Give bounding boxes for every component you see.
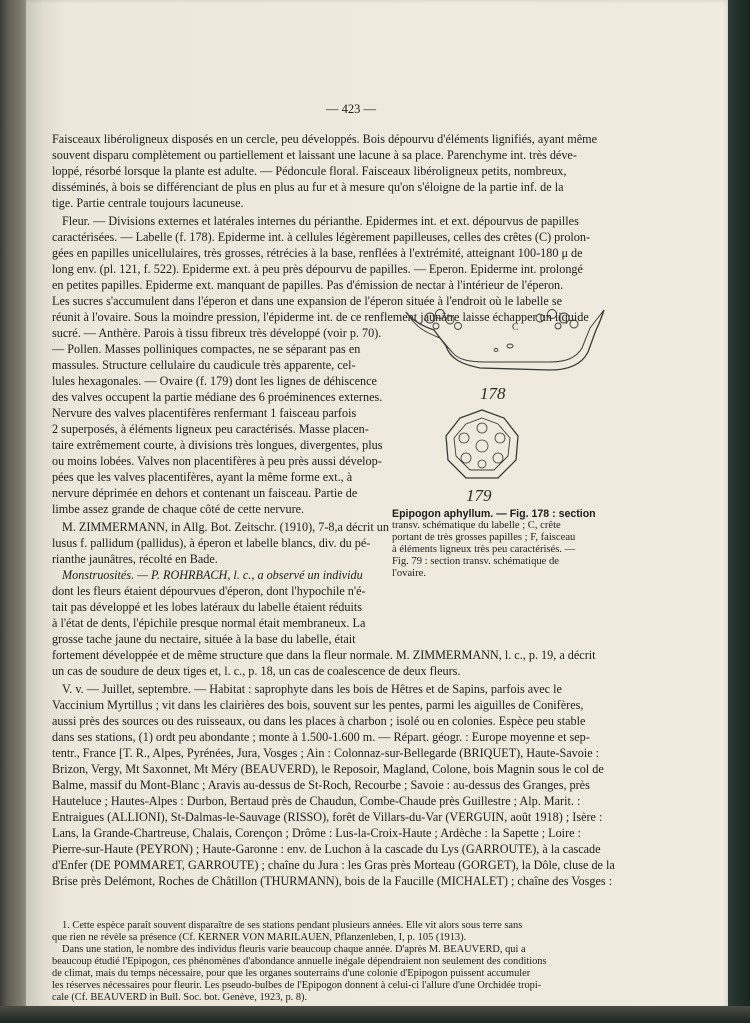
figure-179-number: 179 bbox=[466, 486, 492, 505]
text-line: souvent disparu complètement ou partiellement et laissant une lacune à sa place. Parenchyme int. très déve- bbox=[52, 148, 577, 162]
text-line: Faisceaux libéroligneux disposés en un cercle, peu développés. Bois dépourvu d'éléments lignifiés, ayant même bbox=[52, 132, 598, 146]
text-line: à l'état de dents, l'épichile presque normal était membraneux. La bbox=[52, 616, 366, 630]
text-line: Fleur. — Divisions externes et latérales internes du périanthe. Epidermes int. et ext. dépourvus de papilles bbox=[62, 214, 579, 228]
text-line: Lans, la Grande-Chartreuse, Chalais, Corençon ; Drôme : Lus-la-Croix-Haute ; Ardèche : la Sapette ; Loire : bbox=[52, 826, 581, 840]
footnote-line: Dans une station, le nombre des individus fleuris varie beaucoup chaque année. D'après M. BEAUVERD, qui a bbox=[62, 944, 526, 955]
text-line: nervure déprimée en dehors et contenant un faisceau. Partie de bbox=[52, 486, 358, 500]
figure-178-crest-label: C bbox=[512, 322, 519, 333]
footnote-line: les réserves nécessaires pour fleurir. Les pseudo-bulbes de l'Epipogon donnent à celui-ci l'allure d'une Orchidée tropi- bbox=[52, 980, 542, 991]
figure-178-labelle-section bbox=[400, 300, 605, 390]
figure-caption-line: à éléments ligneux très peu caractérisés. — bbox=[392, 544, 576, 555]
text-line: limbe assez grande de chaque côté de cette nervure. bbox=[52, 502, 305, 516]
book-cover-edge-bottom bbox=[0, 1006, 750, 1023]
text-line: des valves occupent la partie médiane des 6 proéminences externes. bbox=[52, 390, 383, 404]
text-line: pées que les valves placentifères, ayant la même forme ext., à bbox=[52, 470, 353, 484]
text-line: long env. (pl. 121, f. 522). Epiderme ext. à peu près dépourvu de papilles. — Eperon. Epiderme int. prolongé bbox=[52, 262, 583, 276]
text-line: tentr., France [T. R., Alpes, Pyrénées, Jura, Vosges ; Ain : Colonnaz-sur-Bellegarde (BRIQUET), Haute-Savoie : bbox=[52, 746, 600, 760]
footnote-line: cale (Cf. BEAUVERD in Bull. Soc. bot. Genève, 1923, p. 8). bbox=[52, 992, 308, 1003]
text-line: Pierre-sur-Haute (PEYRON) ; Haute-Garonne : env. de Luchon à la cascade du Lys (GARROUTE), à la cascade bbox=[52, 842, 601, 856]
text-line: Entraigues (ALLIONI), St-Dalmas-le-Sauvage (RISSO), forêt de Villars-du-Var (VERGUIN, août 1918) ; Isère : bbox=[52, 810, 603, 824]
text-line: — Pollen. Masses polliniques compactes, ne se séparant pas en bbox=[52, 342, 361, 356]
text-line: sucré. — Anthère. Parois à tissu fibreux très développé (voir p. 70). bbox=[52, 326, 382, 340]
text-line: ou moins lobées. Valves non placentifères à peu près aussi dévelop- bbox=[52, 454, 382, 468]
text-line: lusus f. pallidum (pallidus), à éperon et labelle blancs, div. du pé- bbox=[52, 536, 371, 550]
text-line: tige. Partie centrale toujours lacuneuse. bbox=[52, 196, 244, 210]
text-line: aussi près des sources ou des ruisseaux, ou dans les places à charbon ; isolé ou en colonies. Espèce peu stable bbox=[52, 714, 586, 728]
text-line: grosse tache jaune du nectaire, située à la base du labelle, était bbox=[52, 632, 356, 646]
figure-caption-line: l'ovaire. bbox=[392, 568, 426, 579]
figure-caption-line: Fig. 79 : section transv. schématique de bbox=[392, 556, 560, 567]
text-line: Brizon, Vergy, Mt Saxonnet, Mt Méry (BEAUVERD), le Reposoir, Magland, Colone, bois Magnin sous le col de bbox=[52, 762, 604, 776]
footnote-line: beaucoup étudié l'Epipogon, ces phénomènes d'abondance annuelle inégale dépendraient non seulement des conditions bbox=[52, 956, 547, 967]
figure-179-ovary-section bbox=[432, 406, 532, 486]
text-line: 2 superposés, à éléments ligneux peu caractérisés. Masse placen- bbox=[52, 422, 369, 436]
text-line: Balme, massif du Mont-Blanc ; Aravis au-dessus de St-Roch, Recourbe ; Savoie : au-dessus des Granges, près bbox=[52, 778, 590, 792]
text-line: loppé, résorbé lorsque la plante est adulte. — Pédoncule floral. Faisceaux libéroligneux petits, nombreux, bbox=[52, 164, 567, 178]
text-line: massules. Structure cellulaire du caudicule très apparente, cel- bbox=[52, 358, 356, 372]
text-line: Hauteluce ; Hautes-Alpes : Durbon, Bertaud près de Chaudun, Combe-Chaude près Guillestre ; Alp. Marit. : bbox=[52, 794, 581, 808]
text-line: Les sucres s'accumulent dans l'éperon et dans une expansion de l'éperon située à l'endroit où le labelle se bbox=[52, 294, 562, 308]
text-line: Monstruosités. — P. ROHRBACH, l. c., a observé un individu bbox=[62, 568, 363, 582]
text-line: un cas de soudure de deux tiges et, l. c., p. 18, un cas de coalescence de deux fleurs. bbox=[52, 664, 461, 678]
text-line: taire extrêmement courte, à divisions très longues, divergentes, plus bbox=[52, 438, 383, 452]
footnote-line: que rien ne révèle sa présence (Cf. KERNER VON MARILAUEN, Pflanzenleben, I, p. 105 (1913). bbox=[52, 932, 467, 943]
figure-178-number: 178 bbox=[480, 384, 506, 403]
text-line: gées en papilles unicellulaires, très grosses, rétrécies à la base, renflées à l'extrémité, atteignant 100-180 μ de bbox=[52, 246, 583, 260]
text-line: en petites papilles. Epiderme ext. manquant de papilles. Pas d'émission de nectar à l'intérieur de l'éperon. bbox=[52, 278, 564, 292]
footnote-line: de climat, mais du temps nécessaire, pour que les organes souterrains d'une colonie d'Epipogon puissent accumuler bbox=[52, 968, 531, 979]
text-line: réunit à l'ovaire. Sous la moindre pression, l'épiderme int. de ce renflement jaunâtre laisse échapper un liquide bbox=[52, 310, 589, 324]
figure-caption-line: portant de très grosses papilles ; F, faisceau bbox=[392, 532, 576, 543]
figure-caption-line: Epipogon aphyllum. — Fig. 178 : section bbox=[392, 508, 596, 520]
text-line: dont les fleurs étaient dépourvues d'éperon, dont l'hypochile n'é- bbox=[52, 584, 366, 598]
text-line: Vaccinium Myrtillus ; vit dans les clairières des bois, souvent sur les pentes, parmi les aiguilles de Conifères, bbox=[52, 698, 584, 712]
text-line: dans ses stations, (1) ordt peu abondante ; monte à 1.500-1.600 m. — Répart. géogr. : Europe moyenne et sep- bbox=[52, 730, 590, 744]
text-line: disséminés, à bois se différenciant de plus en plus au fur et à mesure qu'on s'éloigne de la partie inf. de la bbox=[52, 180, 564, 194]
footnote-line: 1. Cette espèce paraît souvent disparaître de ses stations pendant plusieurs années. Elle vit alors sous terre sans bbox=[62, 920, 523, 931]
figure-caption-line: transv. schématique du labelle ; C, crête bbox=[392, 520, 561, 531]
text-line: fortement développée et de même structure que dans la fleur normale. M. ZIMMERMANN, l. c., p. 19, a décrit bbox=[52, 648, 596, 662]
text-line: tait pas développé et les lobes latéraux du labelle étaient réduits bbox=[52, 600, 362, 614]
text-line: d'Enfer (DE POMMARET, GARROUTE) ; chaîne du Jura : les Gras près Morteau (GORGET), la Dôle, cluse de la bbox=[52, 858, 615, 872]
book-cover-edge-right bbox=[728, 0, 750, 1023]
text-line: caractérisées. — Labelle (f. 178). Epiderme int. à cellules légèrement papilleuses, celles des crêtes (C) prolon- bbox=[52, 230, 591, 244]
text-line: M. ZIMMERMANN, in Allg. Bot. Zeitschr. (1910), 7-8,a décrit un bbox=[62, 520, 389, 534]
page-number: — 423 — bbox=[326, 102, 376, 116]
text-line: rianthe jaunâtres, récolté en Bade. bbox=[52, 552, 218, 566]
text-line: Nervure des valves placentifères renfermant 1 faisceau parfois bbox=[52, 406, 357, 420]
text-line: V. v. — Juillet, septembre. — Habitat : saprophyte dans les bois de Hêtres et de Sapins, parfois avec le bbox=[62, 682, 562, 696]
text-line: Brise près Delémont, Roches de Châtillon (THURMANN), bois de la Faucille (MICHALET) ; chaîne des Vosges : bbox=[52, 874, 613, 888]
text-line: lules hexagonales. — Ovaire (f. 179) dont les lignes de déhiscence bbox=[52, 374, 377, 388]
